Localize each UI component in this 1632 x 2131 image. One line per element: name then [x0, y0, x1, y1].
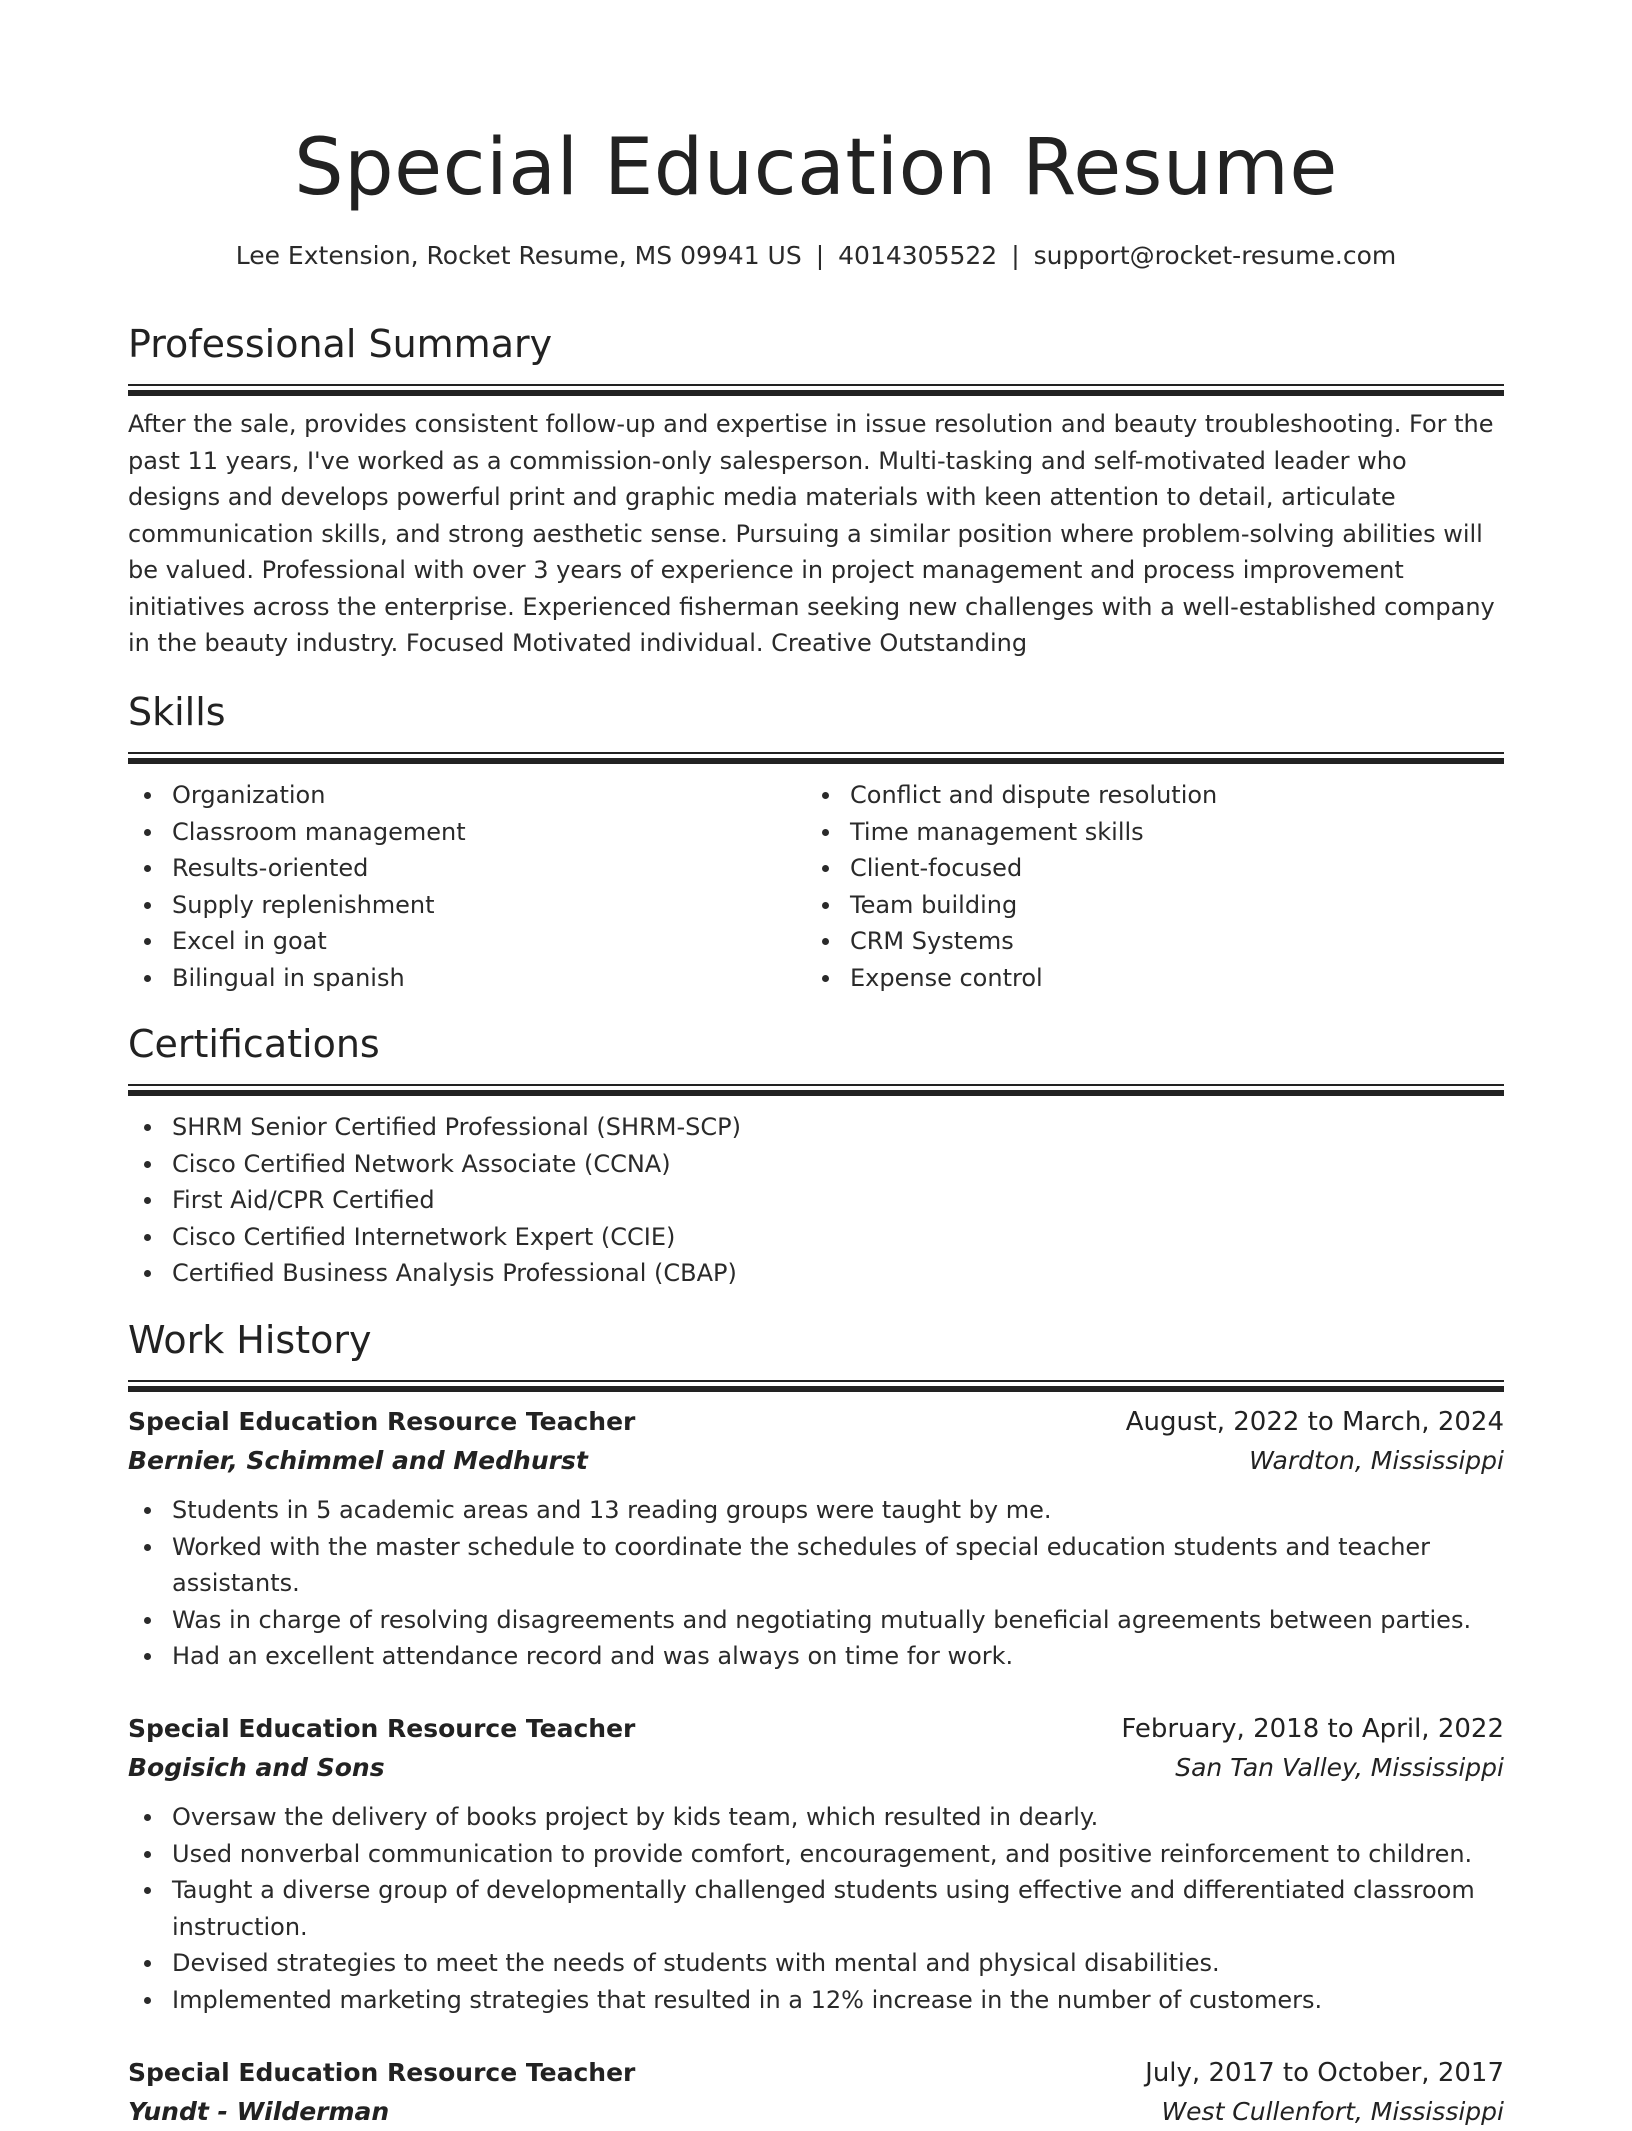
job-header [128, 1402, 1504, 1442]
job-header [128, 2053, 1504, 2093]
job-bullets [128, 1799, 1504, 2018]
job-bullets [128, 1492, 1504, 1675]
job-bullet: Worked with the master schedule to coordinate the schedules of special education students and teacher assistants. [128, 1529, 1504, 1602]
section-divider-thick [128, 758, 1504, 764]
skills-grid [128, 777, 1504, 996]
job-dates: February, 2018 to April, 2022 [1121, 1714, 1504, 1744]
contact-email[interactable]: support@rocket-resume.com [1033, 241, 1397, 270]
skills-section [128, 686, 1504, 996]
job-location: San Tan Valley, Mississippi [1175, 1753, 1504, 1782]
skill-item: Expense control [806, 960, 1484, 997]
section-divider-thick [128, 390, 1504, 396]
job-bullet: Students in 5 academic areas and 13 reading groups were taught by me. [128, 1492, 1504, 1529]
work-history-heading: Work History [128, 1318, 372, 1362]
contact-phone: 4014305522 [838, 241, 998, 270]
job-location: West Cullenfort, Mississippi [1161, 2097, 1504, 2126]
job-title: Special Education Resource Teacher [128, 1407, 636, 1436]
job-bullet: Devised strategies to meet the needs of students with mental and physical disabilities. [128, 1945, 1504, 1982]
contact-separator: | [1011, 241, 1020, 270]
section-divider [128, 384, 1504, 386]
job-entry [128, 2053, 1504, 2131]
job-title: Special Education Resource Teacher [128, 1714, 636, 1743]
skill-item: Time management skills [806, 814, 1484, 851]
skills-heading: Skills [128, 690, 226, 734]
certification-item: Cisco Certified Internetwork Expert (CCIE) [128, 1219, 1504, 1256]
section-divider [128, 752, 1504, 754]
job-bullet: Taught a diverse group of developmentally challenged students using effective and differentiated classroom instruction. [128, 1872, 1504, 1945]
contact-separator: | [815, 241, 825, 270]
section-divider [128, 1380, 1504, 1382]
job-location: Wardton, Mississippi [1249, 1446, 1504, 1475]
skill-item: Classroom management [128, 814, 806, 851]
section-divider-thick [128, 1386, 1504, 1392]
job-bullet: Used nonverbal communication to provide comfort, encouragement, and positive reinforcement to children. [128, 1836, 1504, 1873]
skill-item: Bilingual in spanish [128, 960, 806, 997]
job-dates: August, 2022 to March, 2024 [1125, 1407, 1504, 1437]
job-bullet: Was in charge of resolving disagreements and negotiating mutually beneficial agreements between parties. [128, 1602, 1504, 1639]
work-history-section [128, 1314, 1504, 1392]
job-bullet: Implemented marketing strategies that resulted in a 12% increase in the number of customers. [128, 1982, 1504, 2019]
job-company: Yundt - Wilderman [128, 2097, 390, 2126]
job-header [128, 1709, 1504, 1749]
job-bullet: Had an excellent attendance record and was always on time for work. [128, 1638, 1504, 1675]
contact-address: Lee Extension, Rocket Resume, MS 09941 US [235, 241, 802, 270]
section-divider-thick [128, 1090, 1504, 1096]
job-company: Bernier, Schimmel and Medhurst [128, 1446, 588, 1475]
contact-line [128, 238, 1504, 274]
skill-item: Team building [806, 887, 1484, 924]
certifications-heading: Certifications [128, 1022, 380, 1066]
job-title: Special Education Resource Teacher [128, 2058, 636, 2087]
job-company: Bogisich and Sons [128, 1753, 385, 1782]
job-entry [128, 1709, 1504, 2018]
skill-item: Organization [128, 777, 806, 814]
certification-item: Cisco Certified Network Associate (CCNA) [128, 1146, 1504, 1183]
skill-item: Excel in goat [128, 923, 806, 960]
job-subheader [128, 1442, 1504, 1480]
skill-item: CRM Systems [806, 923, 1484, 960]
job-bullet: Oversaw the delivery of books project by kids team, which resulted in dearly. [128, 1799, 1504, 1836]
summary-section [128, 318, 1504, 662]
certification-item: Certified Business Analysis Professional (CBAP) [128, 1255, 1504, 1292]
skill-item: Supply replenishment [128, 887, 806, 924]
job-dates: July, 2017 to October, 2017 [1145, 2058, 1504, 2088]
certifications-section [128, 1018, 1504, 1292]
skills-list-right [806, 777, 1484, 996]
summary-heading: Professional Summary [128, 322, 553, 366]
certification-item: SHRM Senior Certified Professional (SHRM-SCP) [128, 1109, 1504, 1146]
certification-item: First Aid/CPR Certified [128, 1182, 1504, 1219]
skill-item: Conflict and dispute resolution [806, 777, 1484, 814]
skill-item: Results-oriented [128, 850, 806, 887]
skill-item: Client-focused [806, 850, 1484, 887]
job-subheader [128, 1749, 1504, 1787]
resume-title: Special Education Resume [294, 123, 1338, 213]
summary-text: After the sale, provides consistent follow-up and expertise in issue resolution and beauty troubleshooting. For the past 11 years, I've worked as a commission-only salesperson. Multi-tasking and self-motivated leader who designs and develops powerful print and graphic media materials with keen attention to detail, articulate communication skills, and strong aesthetic sense. Pursuing a similar position where problem-solving abilities will be valued. Professional with over 3 years of experience in project management and process improvement initiatives across the enterprise. Experienced fisherman seeking new challenges with a well-established company in the beauty industry. Focused Motivated individual. Creative Outstanding [128, 410, 1495, 657]
skills-list-left [128, 777, 806, 996]
job-entry [128, 1402, 1504, 1675]
section-divider [128, 1084, 1504, 1086]
job-subheader [128, 2093, 1504, 2131]
certifications-list [128, 1109, 1504, 1292]
